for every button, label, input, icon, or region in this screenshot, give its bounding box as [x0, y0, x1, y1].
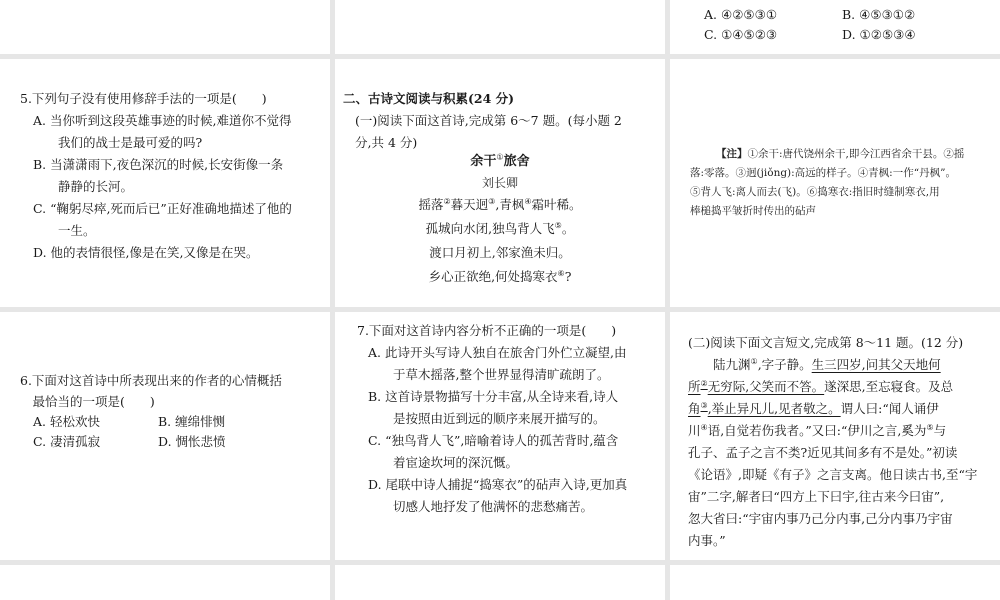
q5-stem: 5.下列句子没有使用修辞手法的一项是( ) — [20, 91, 267, 106]
q5-line: D. 他的表情很怪,像是在笑,又像是在哭。 — [33, 245, 259, 260]
q7-line: A. 此诗开头写诗人独自在旅舍门外伫立凝望,由 — [368, 345, 627, 360]
q7-stem: 7.下面对这首诗内容分析不正确的一项是( ) — [357, 323, 617, 338]
q7-line: 是按照由近到远的顺序来展开描写的。 — [368, 411, 606, 426]
q7-line: B. 这首诗景物描写十分丰富,从全诗来看,诗人 — [368, 389, 619, 404]
panel-notes — [670, 59, 1000, 307]
option-a: A. ④②⑤③① — [704, 7, 778, 22]
panel-bottom-middle — [335, 565, 665, 600]
poem-line: 孤城向水闭,独鸟背人飞⑤。 — [425, 220, 575, 236]
option-b: B. ④⑤③①② — [842, 7, 916, 22]
classical-line: 所②无穷际,父笑而不答。遂深思,至忘寝食。及总 — [688, 378, 954, 394]
q6-option-a: A. 轻松欢快 — [33, 414, 101, 429]
section-title: 二、古诗文阅读与积累(24 分) — [343, 91, 515, 106]
q5-line: C. “鞠躬尽瘁,死而后已”正好准确地描述了他的 — [33, 201, 292, 216]
q6-option-c: C. 凄清孤寂 — [33, 434, 101, 449]
q6-option-d: D. 惆怅悲愤 — [158, 434, 226, 449]
poem-intro: (一)阅读下面这首诗,完成第 6～7 题。(每小题 2 — [355, 113, 622, 128]
panel-classical-text — [670, 312, 1000, 560]
panel-top-left — [0, 0, 330, 54]
poem-author: 刘长卿 — [481, 176, 518, 190]
q5-line: A. 当你听到这段英雄事迹的时候,难道你不觉得 — [33, 113, 292, 128]
classical-line: 《论语》,即疑《有子》之言支离。他日读古书,至“宇 — [688, 467, 978, 482]
q7-line: 切感人地抒发了他满怀的悲愁痛苦。 — [368, 499, 594, 514]
q5-line: 我们的战士是最可爱的吗? — [33, 135, 203, 150]
q7-line: 于草木摇落,整个世界显得清旷疏朗了。 — [368, 367, 610, 382]
q5-line: B. 当潇潇雨下,夜色深沉的时候,长安街像一条 — [33, 157, 284, 172]
q5-line: 静静的长河。 — [33, 179, 134, 194]
panel-question-6 — [0, 312, 330, 560]
q7-line: C. “独鸟背人飞”,暗喻着诗人的孤苦背时,蕴含 — [368, 433, 619, 448]
q7-line: D. 尾联中诗人捕捉“捣寒衣”的砧声入诗,更加真 — [368, 477, 628, 492]
classical-line: 内事。” — [688, 533, 726, 548]
panel-top-middle — [335, 0, 665, 54]
q7-line: 着宦途坎坷的深沉慨。 — [368, 455, 519, 470]
option-d: D. ①②⑤③④ — [842, 27, 916, 42]
q5-line: 一生。 — [33, 223, 96, 238]
poem-line: 摇落②暮天迥③,青枫④霜叶稀。 — [418, 196, 582, 212]
poem-line: 渡口月初上,邻家渔未归。 — [429, 245, 571, 260]
panel-bottom-right — [670, 565, 1000, 600]
option-c: C. ①④⑤②③ — [704, 27, 778, 42]
poem-title: 余干①旅舍 — [470, 152, 530, 169]
classical-line: 川④语,自觉若伤我者。”又曰:“伊川之言,奚为⑤与 — [688, 422, 947, 438]
q6-option-b: B. 缠绵悱恻 — [158, 414, 226, 429]
classical-line: 角③,举止异凡儿,见者敬之。谓人曰:“闻人诵伊 — [688, 400, 939, 416]
panel-bottom-left — [0, 565, 330, 600]
note-line: 【注】①余干:唐代饶州余干,即今江西省余干县。②摇 — [716, 148, 965, 160]
classical-line: 孔子、孟子之言不类?近见其间多有不是处。”初读 — [688, 445, 958, 460]
poem-intro: 分,共 4 分) — [355, 135, 418, 150]
poem-line: 乡心正欲绝,何处捣寒衣⑥? — [428, 268, 572, 284]
note-line: 落:零落。③迥(jiǒng):高远的样子。④青枫:一作“丹枫”。 — [690, 167, 956, 179]
panel-poem — [335, 59, 665, 307]
panel-top-right — [670, 0, 1000, 54]
panel-question-5 — [0, 59, 330, 307]
classical-line: 陆九渊①,字子静。生三四岁,问其父天地何 — [688, 356, 941, 372]
q6-stem: 6.下面对这首诗中所表现出来的作者的心情概括 — [20, 373, 282, 388]
note-line: 棒槌捣平皱折时传出的砧声 — [690, 205, 816, 217]
classical-intro: (二)阅读下面文言短文,完成第 8～11 题。(12 分) — [688, 335, 964, 350]
note-line: ⑤背人飞:离人而去(飞)。⑥捣寒衣:指旧时缝制寒衣,用 — [690, 186, 940, 198]
q6-stem: 最恰当的一项是( ) — [20, 394, 155, 409]
classical-line: 宙”二字,解者曰“四方上下曰宇,往古来今曰宙”, — [688, 489, 945, 504]
classical-line: 忽大省曰:“宇宙内事乃己分内事,己分内事乃宇宙 — [688, 511, 953, 526]
panel-question-7 — [335, 312, 665, 560]
